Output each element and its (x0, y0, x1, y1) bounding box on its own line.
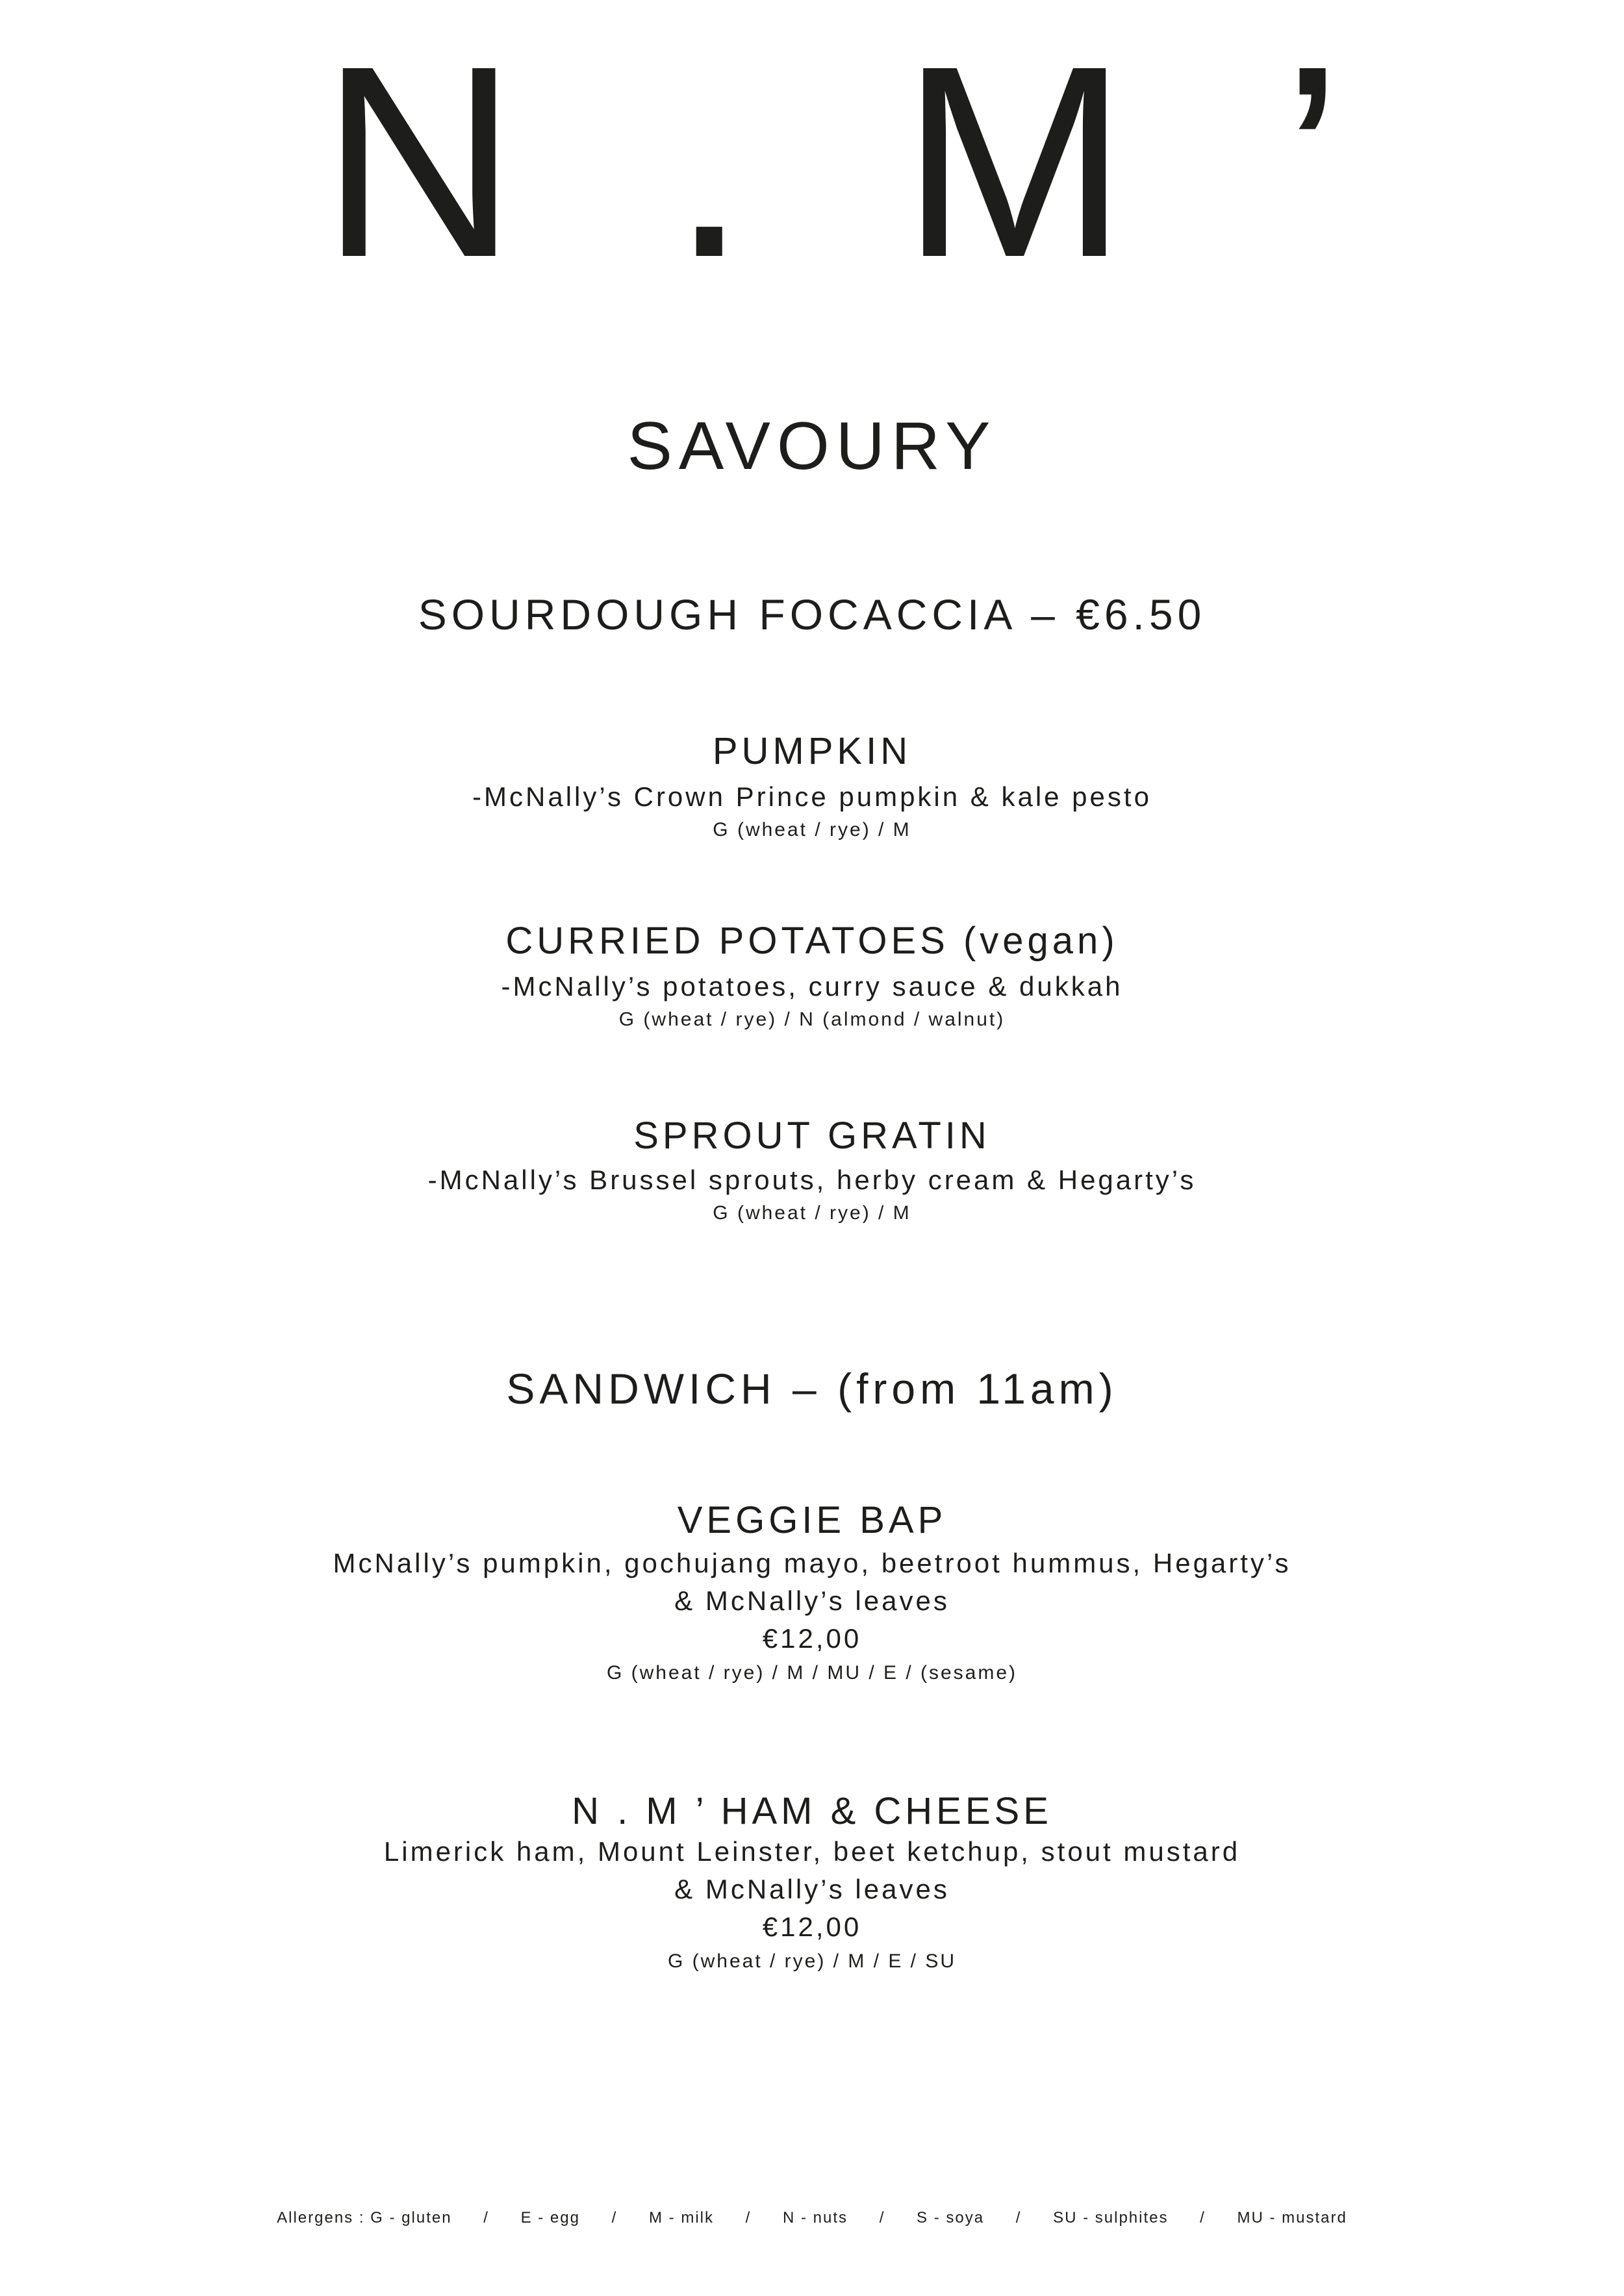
item-allergens: G (wheat / rye) / M (713, 1202, 911, 1224)
item-description: McNally’s pumpkin, gochujang mayo, beetroot hummus, Hegarty’s (333, 1548, 1291, 1578)
item-description: Limerick ham, Mount Leinster, beet ketchup, stout mustard (383, 1836, 1241, 1867)
allergen-entry: E - egg (520, 2209, 580, 2227)
allergen-entry: M - milk (649, 2209, 714, 2227)
separator: / (1200, 2209, 1206, 2227)
allergen-legend (0, 2207, 1624, 2229)
allergen-entry: MU - mustard (1237, 2209, 1347, 2227)
allergen-legend-label: Allergens : G - gluten (277, 2209, 452, 2227)
separator: / (1015, 2209, 1022, 2227)
item-price: €12,00 (762, 1623, 862, 1654)
sandwich-group-title: SANDWICH – (from 11am) (506, 1365, 1118, 1413)
item-description: -McNally’s Brussel sprouts, herby cream & Hegarty’s (427, 1165, 1197, 1195)
allergen-entry: SU - sulphites (1053, 2209, 1169, 2227)
focaccia-group-title: SOURDOUGH FOCACCIA – €6.50 (418, 590, 1206, 638)
item-title: N . M ’ HAM & CHEESE (572, 1790, 1052, 1832)
brand-logo: N . M ’ (320, 10, 1382, 314)
allergen-entry: S - soya (917, 2209, 985, 2227)
item-allergens: G (wheat / rye) / M / E / SU (667, 1950, 957, 1972)
item-title: SPROUT GRATIN (633, 1115, 991, 1157)
item-description: & McNally’s leaves (674, 1874, 950, 1904)
section-title: SAVOURY (627, 409, 997, 484)
separator: / (483, 2209, 489, 2227)
item-title: PUMPKIN (712, 730, 912, 772)
item-allergens: G (wheat / rye) / N (almond / walnut) (618, 1009, 1006, 1030)
item-allergens: G (wheat / rye) / M / MU / E / (sesame) (606, 1662, 1018, 1684)
item-description: & McNally’s leaves (674, 1585, 950, 1616)
separator: / (745, 2209, 752, 2227)
item-description: -McNally’s potatoes, curry sauce & dukkah (501, 971, 1123, 1002)
item-description: -McNally’s Crown Prince pumpkin & kale pesto (472, 781, 1152, 812)
item-price: €12,00 (762, 1911, 862, 1942)
item-allergens: G (wheat / rye) / M (713, 819, 911, 840)
allergen-entry: N - nuts (783, 2209, 848, 2227)
separator: / (611, 2209, 618, 2227)
separator: / (879, 2209, 885, 2227)
item-title: VEGGIE BAP (677, 1499, 947, 1541)
item-title: CURRIED POTATOES (vegan) (505, 920, 1119, 962)
